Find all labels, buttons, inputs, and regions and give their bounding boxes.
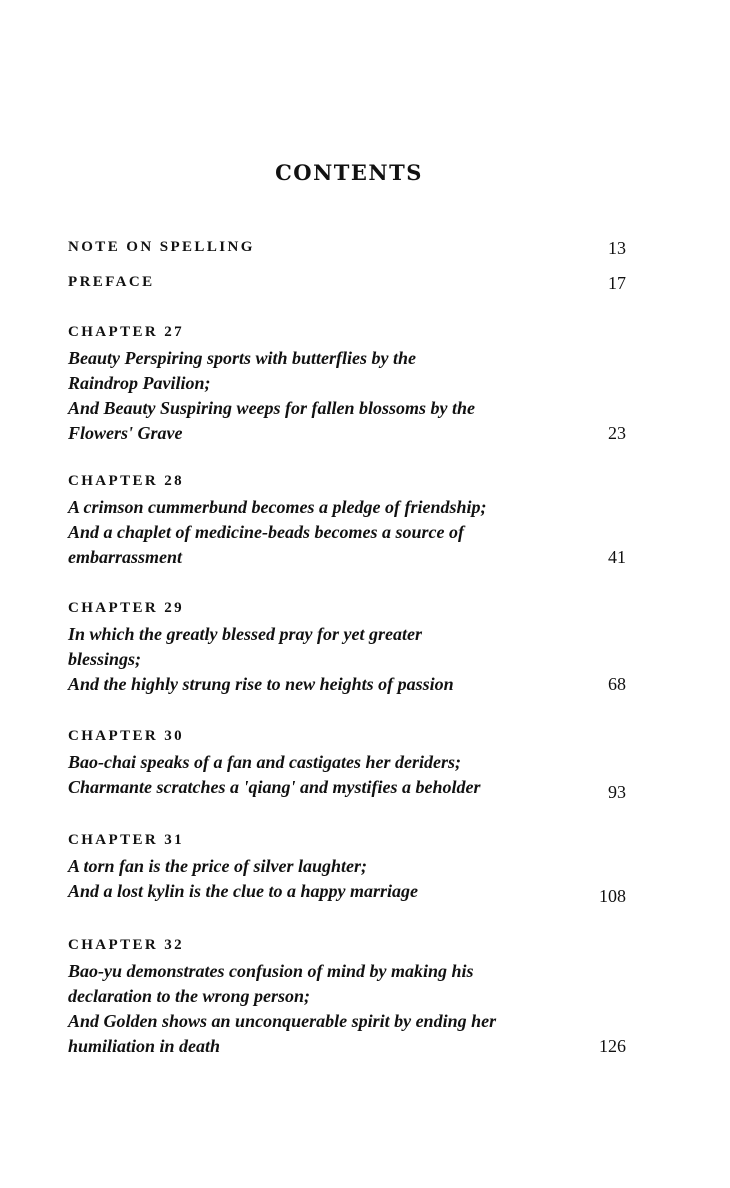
chapter-description — [68, 854, 538, 904]
description-line: Beauty Perspiring sports with butterflies by the — [68, 348, 417, 368]
description-line: embarrassment — [68, 547, 183, 567]
toc-entry-chapter-27 — [68, 322, 626, 446]
description-line: Bao-yu demonstrates confusion of mind by making his — [68, 961, 474, 981]
chapter-description — [68, 346, 538, 446]
description-line: blessings; — [68, 649, 142, 669]
description-line: In which the greatly blessed pray for yet greater — [68, 624, 422, 644]
description-line: And Beauty Suspiring weeps for fallen blossoms by the — [68, 398, 476, 418]
description-line: declaration to the wrong person; — [68, 986, 311, 1006]
chapter-heading: CHAPTER 31 — [68, 832, 185, 848]
entry-label: NOTE ON SPELLING — [68, 239, 255, 255]
chapter-heading: CHAPTER 30 — [68, 728, 185, 744]
chapter-description — [68, 495, 538, 570]
page-number: 126 — [599, 1036, 626, 1056]
description-line: And Golden shows an unconquerable spirit by ending her — [68, 1011, 497, 1031]
description-line: And a chaplet of medicine-beads becomes a source of — [68, 522, 464, 542]
description-line: humiliation in death — [68, 1036, 221, 1056]
contents-title: CONTENTS — [275, 160, 423, 185]
description-line: Raindrop Pavilion; — [68, 373, 211, 393]
entry-label: PREFACE — [68, 274, 155, 290]
page-number: 108 — [599, 886, 626, 906]
chapter-description — [68, 959, 538, 1059]
toc-entry-preface — [68, 272, 626, 294]
chapter-description — [68, 750, 538, 800]
chapter-heading: CHAPTER 28 — [68, 473, 185, 489]
page-number: 23 — [608, 423, 626, 443]
description-line: And a lost kylin is the clue to a happy marriage — [68, 881, 419, 901]
description-line: Flowers' Grave — [68, 423, 183, 443]
chapter-heading: CHAPTER 27 — [68, 324, 185, 340]
page-number: 17 — [608, 273, 626, 293]
toc-entry-chapter-31 — [68, 830, 626, 909]
description-line: And the highly strung rise to new heights of passion — [68, 674, 454, 694]
description-line: A torn fan is the price of silver laughter; — [68, 856, 368, 876]
page-number: 13 — [608, 238, 626, 258]
description-line: Bao-chai speaks of a fan and castigates her deriders; — [68, 752, 461, 772]
description-line: A crimson cummerbund becomes a pledge of friendship; — [68, 497, 487, 517]
chapter-description — [68, 622, 538, 697]
chapter-heading: CHAPTER 32 — [68, 937, 185, 953]
toc-entry-chapter-30 — [68, 726, 626, 805]
page-number: 68 — [608, 674, 626, 694]
page-number: 41 — [608, 547, 626, 567]
chapter-heading: CHAPTER 29 — [68, 600, 185, 616]
toc-entry-note-on-spelling — [68, 237, 626, 259]
description-line: Charmante scratches a 'qiang' and mystifies a beholder — [68, 777, 481, 797]
toc-entry-chapter-32 — [68, 935, 626, 1059]
page-number: 93 — [608, 782, 626, 802]
toc-entry-chapter-29 — [68, 598, 626, 697]
toc-entry-chapter-28 — [68, 471, 626, 570]
